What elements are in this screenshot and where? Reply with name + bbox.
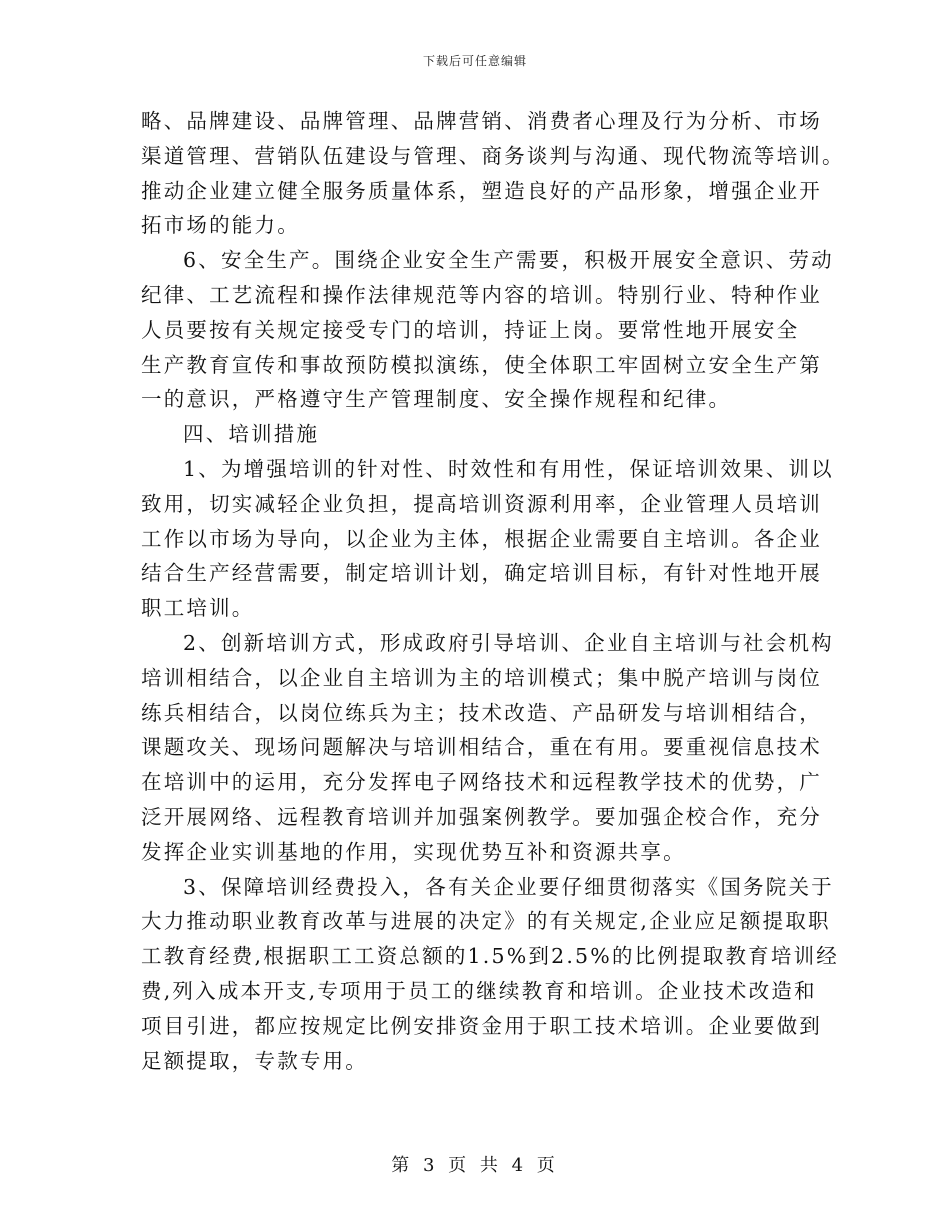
body-line: 大力推动职业教育改革与进展的决定》的有关规定,企业应足额提取职 [141,909,831,934]
body-line: 在培训中的运用，充分发挥电子网络技术和远程教学技术的优势，广 [141,770,822,795]
body-line: 费,列入成本开支,专项用于员工的继续教育和培训。企业技术改造和 [141,978,817,1003]
body-line: 渠道管理、营销队伍建设与管理、商务谈判与沟通、现代物流等培训。 [141,143,845,168]
page-number-footer: 第 3 页 共 4 页 [391,1155,559,1176]
paragraph-start-line: 1、为增强培训的针对性、时效性和有用性，保证培训效果、训以 [183,456,834,481]
body-line: 练兵相结合，以岗位练兵为主；技术改造、产品研发与培训相结合， [141,700,822,725]
body-line: 纪律、工艺流程和操作法律规范等内容的培训。特别行业、特种作业 [141,282,822,307]
section-heading: 四、培训措施 [183,422,320,447]
body-line: 人员要按有关规定接受专门的培训，持证上岗。要常性地开展安全 [141,317,800,342]
body-line: 生产教育宣传和事故预防模拟演练，使全体职工牢固树立安全生产第 [141,352,822,377]
body-line: 结合生产经营需要，制定培训计划，确定培训目标，有针对性地开展 [141,561,822,586]
body-line: 项目引进，都应按规定比例安排资金用于职工技术培训。企业要做到 [141,1013,822,1038]
body-line: 略、品牌建设、品牌管理、品牌营销、消费者心理及行为分析、市场 [141,109,822,133]
body-line: 泛开展网络、远程教育培训并加强案例教学。要加强企校合作，充分 [141,804,822,829]
paragraph-start-line: 2、创新培训方式，形成政府引导培训、企业自主培训与社会机构 [183,630,834,655]
body-line: 发挥企业实训基地的作用，实现优势互补和资源共享。 [141,839,686,864]
page-header-note: 下载后可任意编辑 [422,54,527,68]
body-line: 工作以市场为导向，以企业为主体，根据企业需要自主培训。各企业 [141,526,822,551]
paragraph-start-line: 3、保障培训经费投入，各有关企业要仔细贯彻落实《国务院关于 [183,874,834,899]
body-line: 工教育经费,根据职工工资总额的1.5%到2.5%的比例提取教育培训经 [141,944,839,969]
body-line: 足额提取，专款专用。 [141,1048,368,1073]
body-line: 推动企业建立健全服务质量体系，塑造良好的产品形象，增强企业开 [141,178,822,203]
body-line: 拓市场的能力。 [141,213,300,238]
paragraph-start-line: 6、安全生产。围绕企业安全生产需要，积极开展安全意识、劳动 [183,248,834,273]
document-body [141,104,845,1078]
body-line: 一的意识，严格遵守生产管理制度、安全操作规程和纪律。 [141,387,732,412]
body-line: 课题攻关、现场问题解决与培训相结合，重在有用。要重视信息技术 [141,735,822,760]
body-line: 培训相结合，以企业自主培训为主的培训模式；集中脱产培训与岗位 [141,665,822,690]
body-line: 致用，切实减轻企业负担，提高培训资源利用率，企业管理人员培训 [141,491,822,516]
body-line: 职工培训。 [141,596,255,621]
